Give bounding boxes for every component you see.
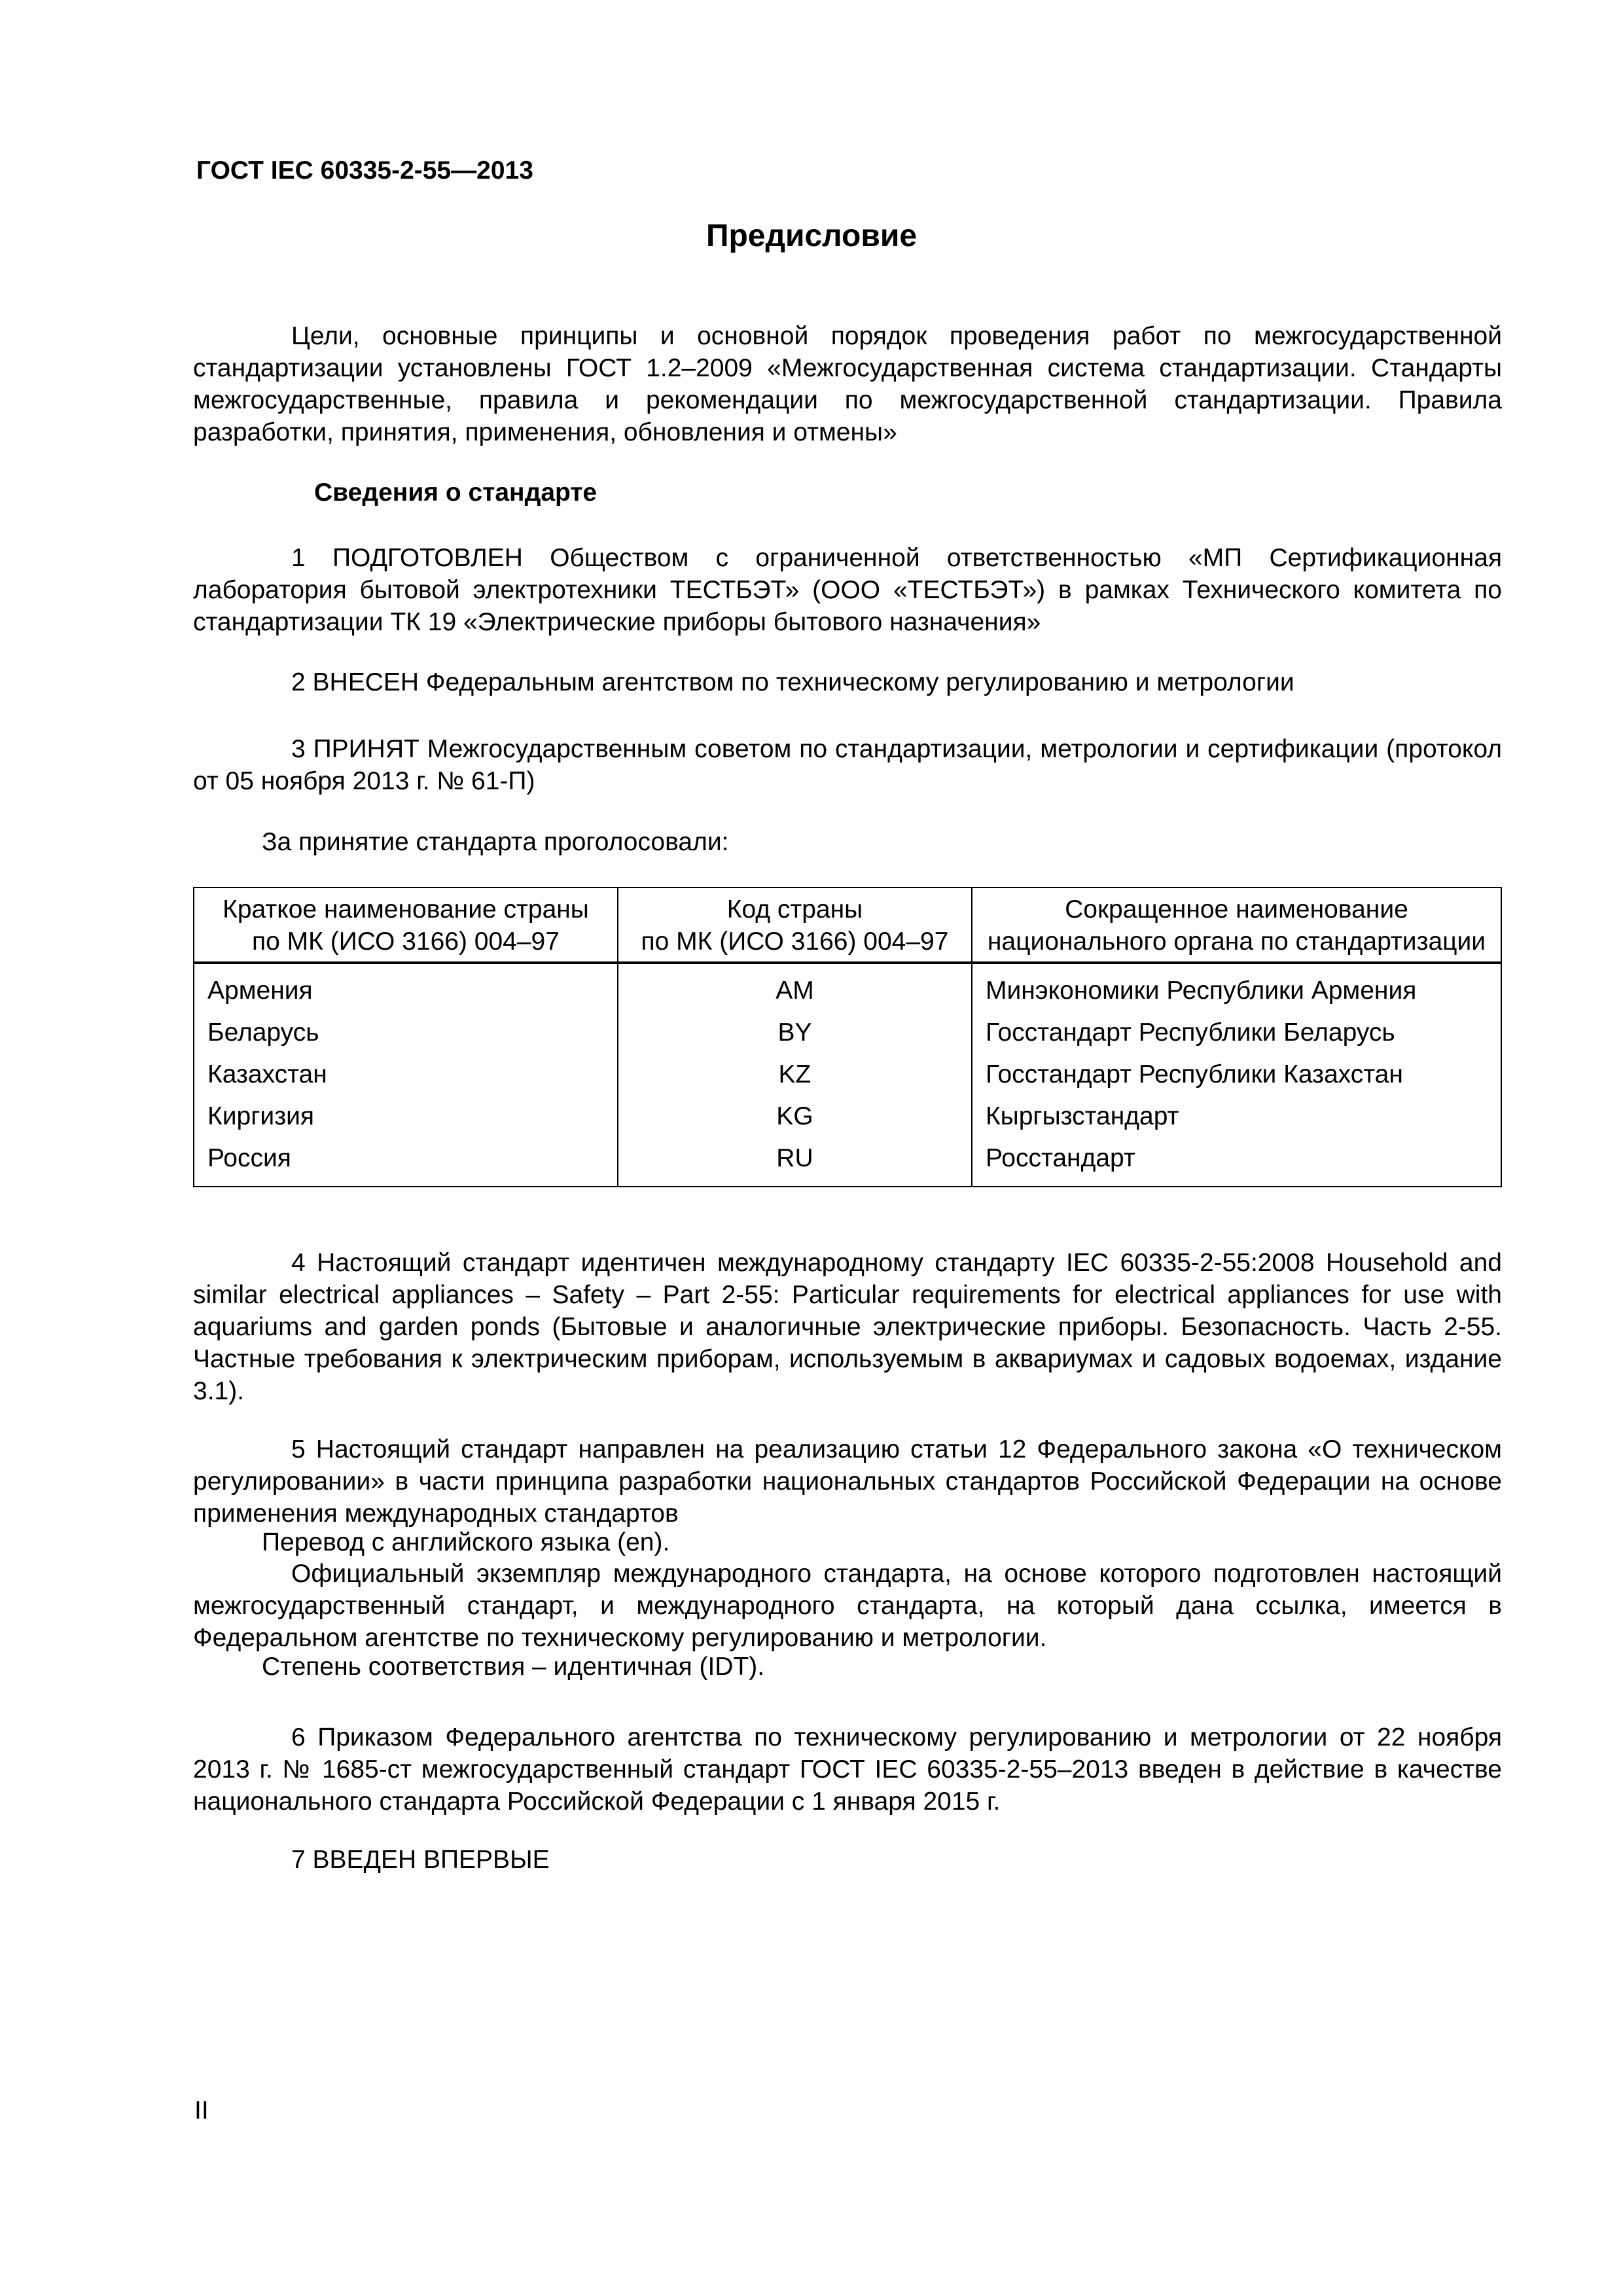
code-cell: RU <box>618 1137 972 1187</box>
document-code: ГОСТ IEC 60335-2-55—2013 <box>196 156 533 185</box>
intro-paragraph: Цели, основные принципы и основной порядок проведения работ по межгосударственной стандартизации установлены ГОСТ 1.2–2009 «Межгосударственная система стандартизации. Стандарты межгосударственные, правила и рекомендации по межгосударственной стандартизации. Правила разработки, принятия, применения, обновления и отмены» <box>193 322 1502 446</box>
official-copy-paragraph: Официальный экземпляр международного стандарта, на основе которого подготовлен настоящий межгосударственный стандарт, и международного стандарта, на который дана ссылка, имеется в Федеральном агентстве по техническому регулированию и метрологии. <box>193 1560 1502 1652</box>
body-cell: Госстандарт Республики Казахстан <box>972 1053 1501 1095</box>
body-cell: Росстандарт <box>972 1137 1501 1187</box>
table-header-row <box>194 888 1501 963</box>
country-cell: Казахстан <box>194 1053 618 1095</box>
voting-table <box>193 887 1502 1187</box>
header-country-line2: по МК (ИСО 3166) 004–97 <box>252 927 560 956</box>
table-row <box>194 963 1501 1011</box>
code-cell: KG <box>618 1095 972 1137</box>
item-7-paragraph: 7 ВВЕДЕН ВПЕРВЫЕ <box>291 1846 550 1874</box>
header-country <box>194 888 618 963</box>
item-4-paragraph: 4 Настоящий стандарт идентичен международному стандарту IEC 60335-2-55:2008 Household and similar electrical appliances – Safety – Part 2-55: Particular requirements for electrical appliances for use with aquariums and garden ponds (Бытовые и аналогичные электрические приборы. Безопасность. Часть 2-55. Частные требования к электрическим приборам, используемым в аквариумах и садовых водоемах, издание 3.1). <box>193 1249 1502 1405</box>
body-cell: Минэкономики Республики Армения <box>972 963 1501 1011</box>
page-number: II <box>194 2096 209 2125</box>
page-title: Предисловие <box>705 219 918 253</box>
country-cell: Беларусь <box>194 1011 618 1053</box>
header-code <box>618 888 972 963</box>
vote-intro: За принятие стандарта проголосовали: <box>262 828 729 856</box>
table-row <box>194 1137 1501 1187</box>
body-cell: Госстандарт Республики Беларусь <box>972 1011 1501 1053</box>
header-body-line1: Сокращенное наименование <box>1065 895 1408 924</box>
header-code-line1: Код страны <box>726 895 863 924</box>
section-heading: Сведения о стандарте <box>314 478 597 507</box>
country-cell: Армения <box>194 963 618 1011</box>
code-cell: KZ <box>618 1053 972 1095</box>
country-cell: Россия <box>194 1137 618 1187</box>
code-cell: BY <box>618 1011 972 1053</box>
body-cell: Кыргызстандарт <box>972 1095 1501 1137</box>
item-1-paragraph: 1 ПОДГОТОВЛЕН Обществом с ограниченной ответственностью «МП Сертификационная лаборатория бытовой электротехники ТЕСТБЭТ» (ООО «ТЕСТБЭТ») в рамках Технического комитета по стандартизации ТК 19 «Электрические приборы бытового назначения» <box>193 544 1502 636</box>
table-row <box>194 1053 1501 1095</box>
table-row <box>194 1095 1501 1137</box>
item-6-paragraph: 6 Приказом Федерального агентства по техническому регулированию и метрологии от 22 ноября 2013 г. № 1685-ст межгосударственный стандарт ГОСТ IEC 60335-2-55–2013 введен в действие в качестве национального стандарта Российской Федерации с 1 января 2015 г. <box>193 1723 1502 1816</box>
header-body <box>972 888 1501 963</box>
header-body-line2: национального органа по стандартизации <box>987 927 1486 956</box>
header-country-line1: Краткое наименование страны <box>223 895 589 924</box>
conformity-note: Степень соответствия – идентичная (IDT). <box>262 1653 765 1681</box>
item-2-paragraph: 2 ВНЕСЕН Федеральным агентством по техническому регулированию и метрологии <box>291 668 1294 696</box>
code-cell: AM <box>618 963 972 1011</box>
item-3-paragraph: 3 ПРИНЯТ Межгосударственным советом по стандартизации, метрологии и сертификации (протокол от 05 ноября 2013 г. № 61-П) <box>193 735 1502 795</box>
item-5-paragraph: 5 Настоящий стандарт направлен на реализацию статьи 12 Федерального закона «О техническом регулировании» в части принципа разработки национальных стандартов Российской Федерации на основе применения международных стандартов <box>193 1435 1502 1528</box>
translation-note: Перевод с английского языка (en). <box>262 1528 670 1556</box>
table-row <box>194 1011 1501 1053</box>
country-cell: Киргизия <box>194 1095 618 1137</box>
header-code-line2: по МК (ИСО 3166) 004–97 <box>641 927 949 956</box>
